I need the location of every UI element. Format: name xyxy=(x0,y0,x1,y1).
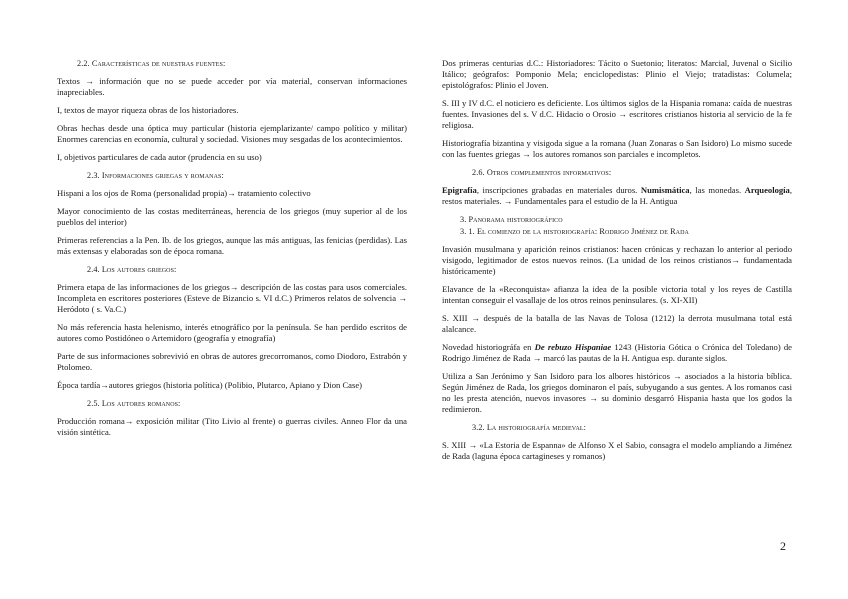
paragraph: Obras hechas desde una óptica muy particular (historia ejemplarizante/ campo político y militar) Enormes carencias en economía, cultural y sociedad. Visiones muy sesgadas de los acontecimientos. xyxy=(57,123,407,144)
heading-2-2: 2.2. Características de nuestras fuentes: xyxy=(77,59,226,68)
paragraph: Textos → información que no se puede acceder por vía material, conservan informaciones inapreciables. xyxy=(57,76,407,97)
right-column xyxy=(442,58,792,469)
paragraph: No más referencia hasta helenismo, interés etnográfico por la península. Se han perdido escritos de autores como Postidóneo o Artemidoro (geografía y etnografía) xyxy=(57,322,407,343)
book-title: De rebuzo Hispaniae xyxy=(534,342,612,352)
paragraph: Producción romana→ exposición militar (Tito Livio al frente) o guerras civiles. Anneo Flor da una visión sintética. xyxy=(57,416,407,437)
paragraph: Primeras referencias a la Pen. Ib. de los griegos, aunque las más antiguas, las fenicias (perdidas). Las más extensas y elaboradas son de época romana. xyxy=(57,235,407,256)
paragraph: Mayor conocimiento de las costas mediterráneas, herencia de los griegos (muy superior al de los pueblos del interior) xyxy=(57,206,407,227)
paragraph: I, textos de mayor riqueza obras de los historiadores. xyxy=(57,105,239,115)
paragraph: Historiografía bizantina y visigoda sigue a la romana (Juan Zonaras o San Isidoro) Lo mismo sucede con las fuentes griegas → los autores romanos son parciales e incompletos. xyxy=(442,138,792,159)
page-number: 2 xyxy=(780,539,786,553)
heading-3-2: 3.2. La historiografía medieval: xyxy=(472,423,587,432)
paragraph: Elavance de la «Reconquista» afianza la idea de la posible victoria total y los reyes de Castilla intentan conseguir el vasallaje de los otros reinos peninsulares. (s. XI-XII) xyxy=(442,284,792,305)
term-epigrafia: Epigrafía xyxy=(442,185,477,195)
paragraph-complementos: Epigrafía, inscripciones grabadas en materiales duros. Numismática, las monedas. Arqueología, restos materiales. → Fundamentales para el estudio de la H. Antigua xyxy=(442,185,793,206)
paragraph: Utiliza a San Jerónimo y San Isidoro para los albores históricos → asociados a la historia bíblica. Según Jiménez de Rada, los griegos dominaron el país, subyugando a sus gentes. A los romanos casi no les presta atención, nuevos invasores → su dominio desgarró Hispania hasta que los godos la redimieron. xyxy=(442,371,792,414)
left-column xyxy=(57,58,407,445)
heading-2-3: 2.3. Informaciones griegas y romanas: xyxy=(87,171,224,180)
paragraph: Dos primeras centurias d.C.: Historiadores: Tácito o Suetonio; literatos: Marcial, Juvenal o Sicilio Itálico; geógrafos: Pomponio Mela; enciclopedistas: Plinio el Viejo; tratadistas: Columela; epistológrafos: Plinio el Joven. xyxy=(442,58,792,90)
paragraph: Invasión musulmana y aparición reinos cristianos: hacen crónicas y rechazan lo anterior al periodo visigodo, legitimador de estos nuevos reinos. (La unidad de los reinos cristianos→ fundamentada históricamente) xyxy=(442,244,792,276)
heading-2-6: 2.6. Otros complementos informativos: xyxy=(472,168,612,177)
heading-2-5: 2.5. Los autores romanos: xyxy=(87,399,181,408)
paragraph: S. XIII → después de la batalla de las Navas de Tolosa (1212) la derrota musulmana total está alalcance. xyxy=(442,313,792,334)
paragraph: Primera etapa de las informaciones de los griegos→ descripción de las costas para usos comerciales. Incompleta en escritores posteriores (Esteve de Bizancio s. VI d.C.) Primeros relatos de solvencia → Heródoto ( s. Va.C.) xyxy=(57,282,407,314)
paragraph: S. III y IV d.C. el noticiero es deficiente. Los últimos siglos de la Hispania romana: caída de nuestras fuentes. Invasiones del s. V d.C. Hidacio o Orosio → escritores cristianos historia al servicio de la fe religiosa. xyxy=(442,98,792,130)
term-arqueologia: Arqueología xyxy=(744,185,790,195)
heading-3: 3. Panorama historiográfico xyxy=(460,215,563,224)
heading-3-1: 3. 1. El comienzo de la historiografía: Rodrigo Jiménez de Rada xyxy=(460,227,689,236)
term-numismatica: Numismática xyxy=(640,185,690,195)
heading-2-4: 2.4. Los autores griegos: xyxy=(87,265,177,274)
paragraph: Parte de sus informaciones sobrevivió en obras de autores grecorromanos, como Diodoro, Estrabón y Ptolomeo. xyxy=(57,351,407,372)
paragraph: Hispani a los ojos de Roma (personalidad propia)→ tratamiento colectivo xyxy=(57,188,311,198)
paragraph: Época tardía→autores griegos (historia política) (Polibio, Plutarco, Apiano y Dion Case) xyxy=(57,380,363,390)
paragraph: I, objetivos particulares de cada autor (prudencia en su uso) xyxy=(57,152,262,162)
paragraph: S. XIII → «La Estoria de Espanna» de Alfonso X el Sabio, consagra el modelo ampliando a Jiménez de Rada (laguna época cartagineses y romanos) xyxy=(442,440,792,461)
paragraph-novedad: Novedad historiográfa en De rebuzo Hispaniae 1243 (Historia Gótica o Crónica del Toledano) de Rodrigo Jiménez de Rada → marcó las pautas de la H. Antigua esp. durante siglos. xyxy=(442,342,792,363)
